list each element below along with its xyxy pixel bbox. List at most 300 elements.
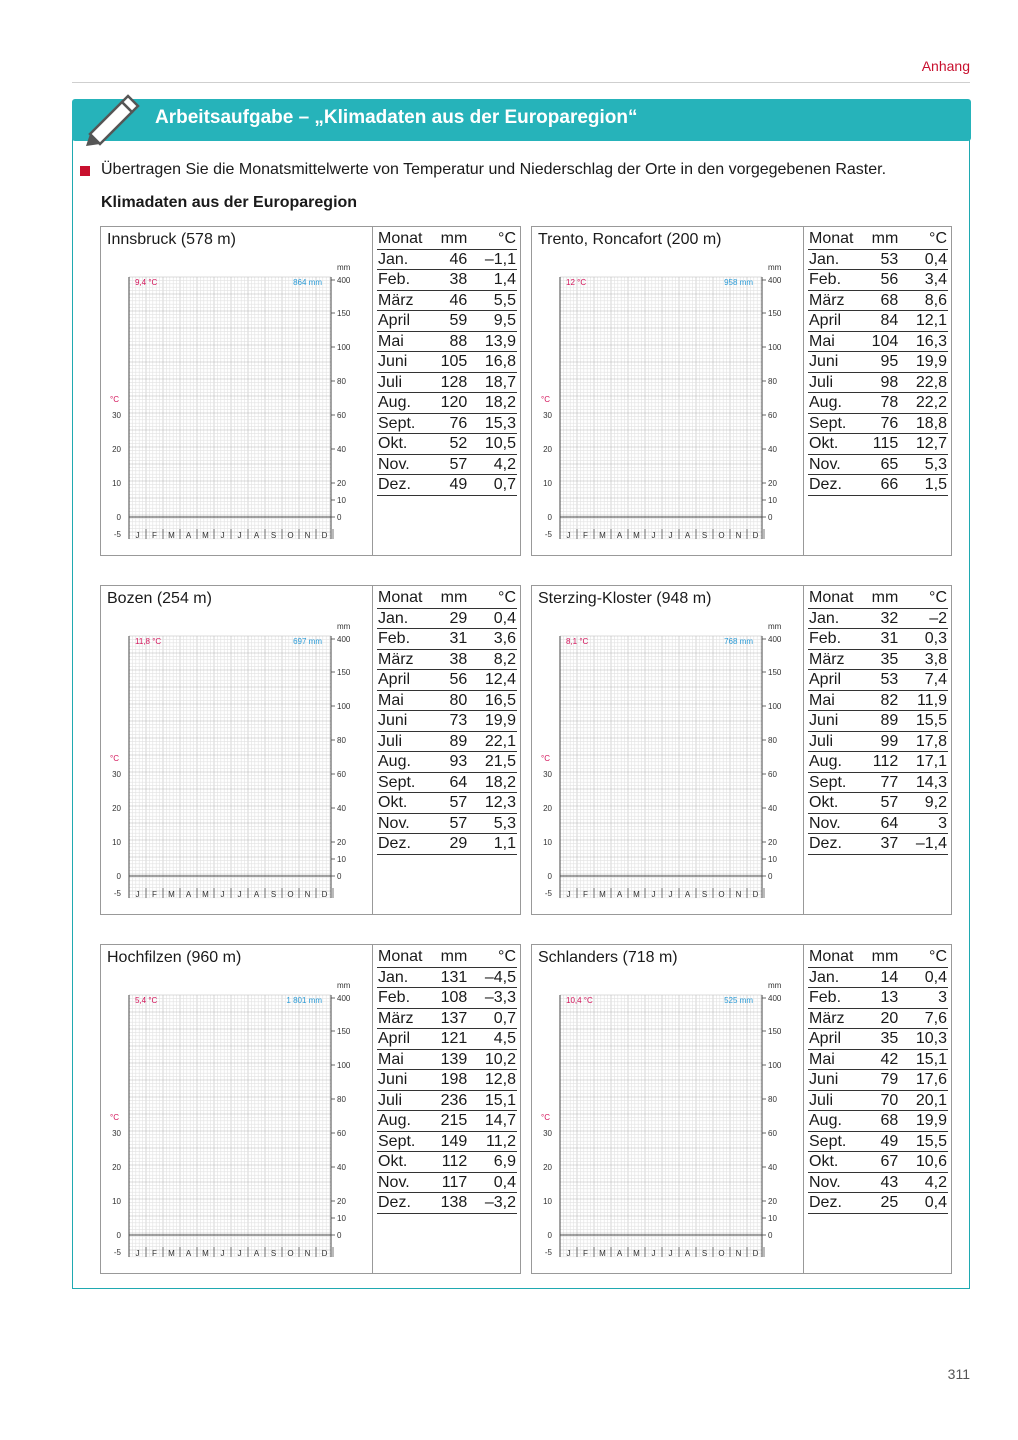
- table-row: [808, 290, 948, 311]
- month-cell: Jan.: [377, 608, 434, 629]
- month-cell: Aug.: [377, 1111, 434, 1132]
- temp-cell: 22,2: [899, 393, 948, 414]
- table-row: [808, 434, 948, 455]
- month-initial-label: N: [304, 890, 311, 899]
- month-initial-label: M: [599, 890, 606, 899]
- annual-precip-label: 864 mm: [293, 278, 322, 287]
- month-initial-label: S: [701, 890, 708, 899]
- precip-tick-label: 10: [768, 496, 777, 505]
- month-cell: Mai: [377, 1049, 434, 1070]
- month-initial-label: O: [287, 531, 294, 540]
- table-row: [808, 1152, 948, 1173]
- month-initial-label: N: [304, 531, 311, 540]
- month-initial-label: A: [684, 1249, 691, 1258]
- temp-cell: 17,1: [899, 752, 948, 773]
- precip-cell: 93: [434, 752, 468, 773]
- month-cell: Juni: [808, 711, 865, 732]
- station-name: Bozen (254 m): [107, 590, 212, 607]
- month-initial-label: M: [633, 531, 640, 540]
- month-cell: Juli: [377, 731, 434, 752]
- precip-cell: 121: [434, 1029, 468, 1050]
- precip-cell: 46: [434, 290, 468, 311]
- table-row: [377, 608, 517, 629]
- precip-cell: 31: [865, 629, 899, 650]
- table-row: [377, 1008, 517, 1029]
- precip-tick-label: 400: [337, 635, 351, 644]
- table-row: [377, 690, 517, 711]
- table-row: [377, 1090, 517, 1111]
- grid-lines: [129, 636, 331, 898]
- month-cell: April: [377, 670, 434, 691]
- bullet-square-icon: [80, 166, 90, 176]
- column-header-precip: mm: [434, 229, 468, 249]
- precip-cell: 42: [865, 1049, 899, 1070]
- temp-cell: 12,7: [899, 434, 948, 455]
- temp-cell: 4,2: [468, 454, 517, 475]
- precip-cell: 38: [434, 649, 468, 670]
- table-row: [808, 311, 948, 332]
- month-initial-label: F: [152, 531, 157, 540]
- temp-cell: 12,1: [899, 311, 948, 332]
- month-cell: Nov.: [808, 813, 865, 834]
- climate-chart-grid[interactable]: [532, 247, 803, 547]
- month-cell: Sept.: [808, 1131, 865, 1152]
- month-cell: Juni: [377, 711, 434, 732]
- month-cell: April: [377, 311, 434, 332]
- month-initial-label: J: [220, 531, 225, 540]
- temp-cell: 16,5: [468, 690, 517, 711]
- table-row: [377, 270, 517, 291]
- column-header-precip: mm: [434, 947, 468, 967]
- temp-cell: 7,4: [899, 670, 948, 691]
- precip-tick-label: 400: [768, 276, 782, 285]
- precip-tick-label: 40: [337, 445, 346, 454]
- month-cell: Jan.: [377, 967, 434, 988]
- month-cell: Aug.: [808, 1111, 865, 1132]
- month-cell: April: [808, 670, 865, 691]
- month-initial-label: M: [168, 890, 175, 899]
- task-title: Arbeitsaufgabe – „Klimadaten aus der Europaregion“: [155, 107, 638, 128]
- precip-tick-label: 100: [337, 343, 351, 352]
- temp-cell: 8,6: [899, 290, 948, 311]
- table-header-row: [377, 229, 517, 249]
- precip-cell: 115: [865, 434, 899, 455]
- section-label: Anhang: [921, 58, 970, 74]
- precip-cell: 104: [865, 331, 899, 352]
- precip-cell: 14: [865, 967, 899, 988]
- table-row: [808, 1090, 948, 1111]
- temp-cell: 3,8: [899, 649, 948, 670]
- precip-cell: 49: [434, 475, 468, 496]
- temp-cell: 17,6: [899, 1070, 948, 1091]
- month-initial-label: A: [185, 1249, 192, 1258]
- station-name: Trento, Roncafort (200 m): [538, 231, 722, 248]
- annual-temp-label: 10,4 °C: [566, 996, 593, 1005]
- temp-tick-label: 10: [112, 1197, 121, 1206]
- column-header-temp: °C: [468, 229, 517, 249]
- precip-cell: 67: [865, 1152, 899, 1173]
- grid-lines: [560, 995, 762, 1257]
- temp-cell: 7,6: [899, 1008, 948, 1029]
- column-header-precip: mm: [865, 588, 899, 608]
- table-row: [808, 690, 948, 711]
- temp-tick-label: 20: [112, 1163, 121, 1172]
- precip-tick-label: 60: [337, 411, 346, 420]
- precip-cell: 98: [865, 372, 899, 393]
- month-initial-label: J: [237, 1249, 242, 1258]
- month-initial-label: O: [718, 531, 725, 540]
- precip-tick-label: 40: [337, 1163, 346, 1172]
- temp-cell: 18,7: [468, 372, 517, 393]
- climate-chart-grid[interactable]: [101, 965, 372, 1265]
- precip-cell: 68: [865, 290, 899, 311]
- column-header-temp: °C: [468, 947, 517, 967]
- precip-tick-label: 40: [768, 804, 777, 813]
- temp-cell: 10,3: [899, 1029, 948, 1050]
- temp-cell: 19,9: [899, 352, 948, 373]
- table-row: [377, 629, 517, 650]
- month-cell: Mai: [377, 331, 434, 352]
- temp-cell: 15,5: [899, 1131, 948, 1152]
- climate-chart-grid[interactable]: [532, 606, 803, 906]
- precip-cell: 25: [865, 1193, 899, 1214]
- month-initial-label: N: [735, 531, 742, 540]
- precip-cell: 29: [434, 834, 468, 855]
- temp-tick-label: 20: [543, 804, 552, 813]
- month-cell: Jan.: [808, 608, 865, 629]
- precip-cell: 236: [434, 1090, 468, 1111]
- temp-cell: 4,2: [899, 1172, 948, 1193]
- month-initial-label: F: [152, 1249, 157, 1258]
- precip-cell: 53: [865, 670, 899, 691]
- month-initial-label: J: [668, 1249, 673, 1258]
- section-heading: Klimadaten aus der Europaregion: [101, 194, 358, 211]
- station-panel: [531, 585, 952, 915]
- table-row: [808, 393, 948, 414]
- precip-tick-label: 10: [337, 496, 346, 505]
- table-row: [377, 1049, 517, 1070]
- precip-tick-label: 0: [768, 513, 773, 522]
- precip-cell: 65: [865, 454, 899, 475]
- climate-chart-grid[interactable]: [101, 606, 372, 906]
- table-row: [377, 1172, 517, 1193]
- month-initial-label: S: [270, 1249, 277, 1258]
- table-row: [377, 311, 517, 332]
- temp-cell: 3: [899, 813, 948, 834]
- month-cell: Dez.: [808, 1193, 865, 1214]
- table-row: [377, 670, 517, 691]
- station-panel: [531, 226, 952, 556]
- month-cell: Juli: [808, 1090, 865, 1111]
- month-cell: Nov.: [377, 813, 434, 834]
- page-number: 311: [947, 1366, 970, 1382]
- climate-data-table: [377, 588, 517, 855]
- month-initial-label: D: [752, 1249, 759, 1258]
- table-row: [377, 793, 517, 814]
- table-row: [377, 413, 517, 434]
- precip-tick-label: 20: [337, 479, 346, 488]
- precip-cell: 139: [434, 1049, 468, 1070]
- month-initial-label: D: [321, 531, 328, 540]
- temp-tick-label: -5: [113, 889, 121, 898]
- precip-tick-label: 0: [337, 513, 342, 522]
- month-initial-label: S: [701, 531, 708, 540]
- station-name: Innsbruck (578 m): [107, 231, 236, 248]
- month-initial-label: D: [752, 531, 759, 540]
- precip-cell: 215: [434, 1111, 468, 1132]
- temp-tick-label: 0: [547, 513, 552, 522]
- month-initial-label: M: [599, 1249, 606, 1258]
- month-cell: Sept.: [808, 772, 865, 793]
- precip-cell: 84: [865, 311, 899, 332]
- precip-tick-label: 80: [337, 377, 346, 386]
- panel-divider: [372, 586, 373, 914]
- month-initial-label: M: [168, 531, 175, 540]
- panel-divider: [372, 227, 373, 555]
- table-row: [808, 629, 948, 650]
- month-initial-label: O: [718, 1249, 725, 1258]
- precip-tick-label: 150: [768, 309, 782, 318]
- table-row: [808, 331, 948, 352]
- precip-cell: 80: [434, 690, 468, 711]
- month-cell: Feb.: [808, 629, 865, 650]
- precip-unit-label: mm: [337, 981, 351, 990]
- annual-temp-label: 5,4 °C: [135, 996, 158, 1005]
- temp-cell: –3,3: [468, 988, 517, 1009]
- precip-tick-label: 40: [768, 445, 777, 454]
- temp-tick-label: 10: [112, 479, 121, 488]
- precip-cell: 68: [865, 1111, 899, 1132]
- precip-cell: 112: [434, 1152, 468, 1173]
- temp-cell: 14,3: [899, 772, 948, 793]
- month-cell: Juni: [808, 1070, 865, 1091]
- temp-cell: 21,5: [468, 752, 517, 773]
- table-row: [377, 967, 517, 988]
- panel-divider: [803, 945, 804, 1273]
- month-initial-label: F: [583, 531, 588, 540]
- temp-unit-label: °C: [110, 754, 119, 763]
- climate-data-table: [808, 947, 948, 1214]
- temp-tick-label: 30: [112, 1129, 121, 1138]
- month-cell: Aug.: [377, 393, 434, 414]
- temp-cell: 9,5: [468, 311, 517, 332]
- panel-divider: [803, 227, 804, 555]
- precip-cell: 49: [865, 1131, 899, 1152]
- precip-cell: 35: [865, 1029, 899, 1050]
- precip-cell: 137: [434, 1008, 468, 1029]
- table-row: [808, 1193, 948, 1214]
- precip-cell: 76: [434, 413, 468, 434]
- climate-data-table: [808, 229, 948, 496]
- temp-tick-label: 30: [543, 1129, 552, 1138]
- temp-cell: 5,3: [468, 813, 517, 834]
- temp-cell: 0,4: [899, 967, 948, 988]
- month-cell: Juli: [377, 1090, 434, 1111]
- temp-cell: 0,7: [468, 1008, 517, 1029]
- precip-tick-label: 400: [337, 994, 351, 1003]
- temp-tick-label: -5: [113, 530, 121, 539]
- precip-tick-label: 20: [768, 1197, 777, 1206]
- table-row: [808, 270, 948, 291]
- annual-precip-label: 958 mm: [724, 278, 753, 287]
- month-cell: Nov.: [808, 454, 865, 475]
- temp-tick-label: 0: [116, 1231, 121, 1240]
- month-cell: März: [377, 649, 434, 670]
- precip-cell: 138: [434, 1193, 468, 1214]
- annual-temp-label: 11,8 °C: [135, 637, 162, 646]
- month-initial-label: M: [633, 890, 640, 899]
- precip-cell: 38: [434, 270, 468, 291]
- annual-precip-label: 697 mm: [293, 637, 322, 646]
- precip-tick-label: 80: [768, 377, 777, 386]
- panel-divider: [803, 586, 804, 914]
- month-cell: Feb.: [808, 270, 865, 291]
- temp-tick-label: 30: [543, 770, 552, 779]
- table-row: [377, 290, 517, 311]
- month-cell: Juni: [377, 1070, 434, 1091]
- annual-precip-label: 768 mm: [724, 637, 753, 646]
- month-initial-label: J: [651, 1249, 656, 1258]
- temp-cell: 0,4: [468, 1172, 517, 1193]
- column-header-temp: °C: [899, 229, 948, 249]
- precip-cell: 73: [434, 711, 468, 732]
- table-row: [808, 1131, 948, 1152]
- precip-tick-label: 20: [768, 838, 777, 847]
- month-cell: Sept.: [377, 413, 434, 434]
- temp-tick-label: -5: [544, 889, 552, 898]
- temp-cell: 14,7: [468, 1111, 517, 1132]
- temp-tick-label: 10: [543, 1197, 552, 1206]
- month-cell: Feb.: [377, 270, 434, 291]
- month-cell: Juni: [377, 352, 434, 373]
- table-row: [808, 413, 948, 434]
- precip-tick-label: 150: [337, 668, 351, 677]
- temp-unit-label: °C: [110, 395, 119, 404]
- precip-cell: 99: [865, 731, 899, 752]
- temp-cell: 3: [899, 988, 948, 1009]
- month-initial-label: S: [270, 531, 277, 540]
- annual-precip-label: 1 801 mm: [286, 996, 322, 1005]
- temp-cell: 18,2: [468, 393, 517, 414]
- column-header-temp: °C: [899, 588, 948, 608]
- station-panel: [100, 226, 521, 556]
- precip-tick-label: 40: [337, 804, 346, 813]
- temp-cell: 12,8: [468, 1070, 517, 1091]
- table-row: [808, 1111, 948, 1132]
- column-header-precip: mm: [434, 588, 468, 608]
- month-initial-label: O: [718, 890, 725, 899]
- column-header-month: Monat: [808, 588, 865, 608]
- month-initial-label: D: [321, 1249, 328, 1258]
- column-header-month: Monat: [808, 947, 865, 967]
- table-row: [377, 649, 517, 670]
- precip-tick-label: 20: [337, 1197, 346, 1206]
- precip-cell: 13: [865, 988, 899, 1009]
- temp-cell: –4,5: [468, 967, 517, 988]
- month-initial-label: J: [237, 531, 242, 540]
- table-row: [808, 372, 948, 393]
- temp-cell: 18,8: [899, 413, 948, 434]
- month-initial-label: A: [684, 890, 691, 899]
- precip-tick-label: 100: [768, 702, 782, 711]
- month-cell: Okt.: [808, 434, 865, 455]
- temp-tick-label: 10: [543, 838, 552, 847]
- annual-temp-label: 9,4 °C: [135, 278, 158, 287]
- month-cell: März: [377, 1008, 434, 1029]
- month-initial-label: D: [752, 890, 759, 899]
- precip-tick-label: 20: [337, 838, 346, 847]
- precip-tick-label: 60: [768, 770, 777, 779]
- precip-cell: 37: [865, 834, 899, 855]
- month-initial-label: J: [566, 890, 571, 899]
- month-cell: Dez.: [377, 1193, 434, 1214]
- precip-tick-label: 150: [337, 309, 351, 318]
- table-row: [808, 1029, 948, 1050]
- table-row: [808, 988, 948, 1009]
- temp-cell: 1,5: [899, 475, 948, 496]
- temp-cell: 10,6: [899, 1152, 948, 1173]
- column-header-month: Monat: [808, 229, 865, 249]
- annual-temp-label: 12 °C: [566, 278, 587, 287]
- temp-cell: –1,4: [899, 834, 948, 855]
- temp-cell: 18,2: [468, 772, 517, 793]
- precip-cell: 57: [434, 793, 468, 814]
- month-cell: Sept.: [377, 1131, 434, 1152]
- station-panel: [100, 944, 521, 1274]
- temp-cell: 15,5: [899, 711, 948, 732]
- month-initial-label: J: [135, 531, 140, 540]
- table-row: [808, 967, 948, 988]
- table-row: [808, 608, 948, 629]
- month-cell: Feb.: [377, 988, 434, 1009]
- table-row: [377, 711, 517, 732]
- climate-chart-grid[interactable]: [532, 965, 803, 1265]
- precip-unit-label: mm: [337, 622, 351, 631]
- month-cell: Mai: [808, 331, 865, 352]
- header-divider: [72, 82, 970, 83]
- station-panel: [531, 944, 952, 1274]
- month-cell: Aug.: [808, 393, 865, 414]
- annual-temp-label: 8,1 °C: [566, 637, 589, 646]
- temp-tick-label: 0: [116, 872, 121, 881]
- month-cell: Sept.: [377, 772, 434, 793]
- temp-unit-label: °C: [541, 754, 550, 763]
- precip-cell: 79: [865, 1070, 899, 1091]
- precip-cell: 108: [434, 988, 468, 1009]
- table-row: [377, 1131, 517, 1152]
- panel-divider: [372, 945, 373, 1273]
- temp-cell: 11,9: [899, 690, 948, 711]
- temp-tick-label: -5: [544, 530, 552, 539]
- month-initial-label: M: [168, 1249, 175, 1258]
- table-row: [377, 1193, 517, 1214]
- month-initial-label: M: [599, 531, 606, 540]
- table-row: [377, 372, 517, 393]
- column-header-precip: mm: [865, 229, 899, 249]
- temp-unit-label: °C: [541, 1113, 550, 1122]
- month-initial-label: F: [583, 890, 588, 899]
- precip-cell: 64: [434, 772, 468, 793]
- temp-cell: 0,7: [468, 475, 517, 496]
- precip-tick-label: 10: [337, 1214, 346, 1223]
- temp-unit-label: °C: [110, 1113, 119, 1122]
- climate-chart-grid[interactable]: [101, 247, 372, 547]
- temp-cell: 10,2: [468, 1049, 517, 1070]
- precip-cell: 56: [865, 270, 899, 291]
- temp-cell: 3,6: [468, 629, 517, 650]
- table-row: [377, 988, 517, 1009]
- temp-cell: 9,2: [899, 793, 948, 814]
